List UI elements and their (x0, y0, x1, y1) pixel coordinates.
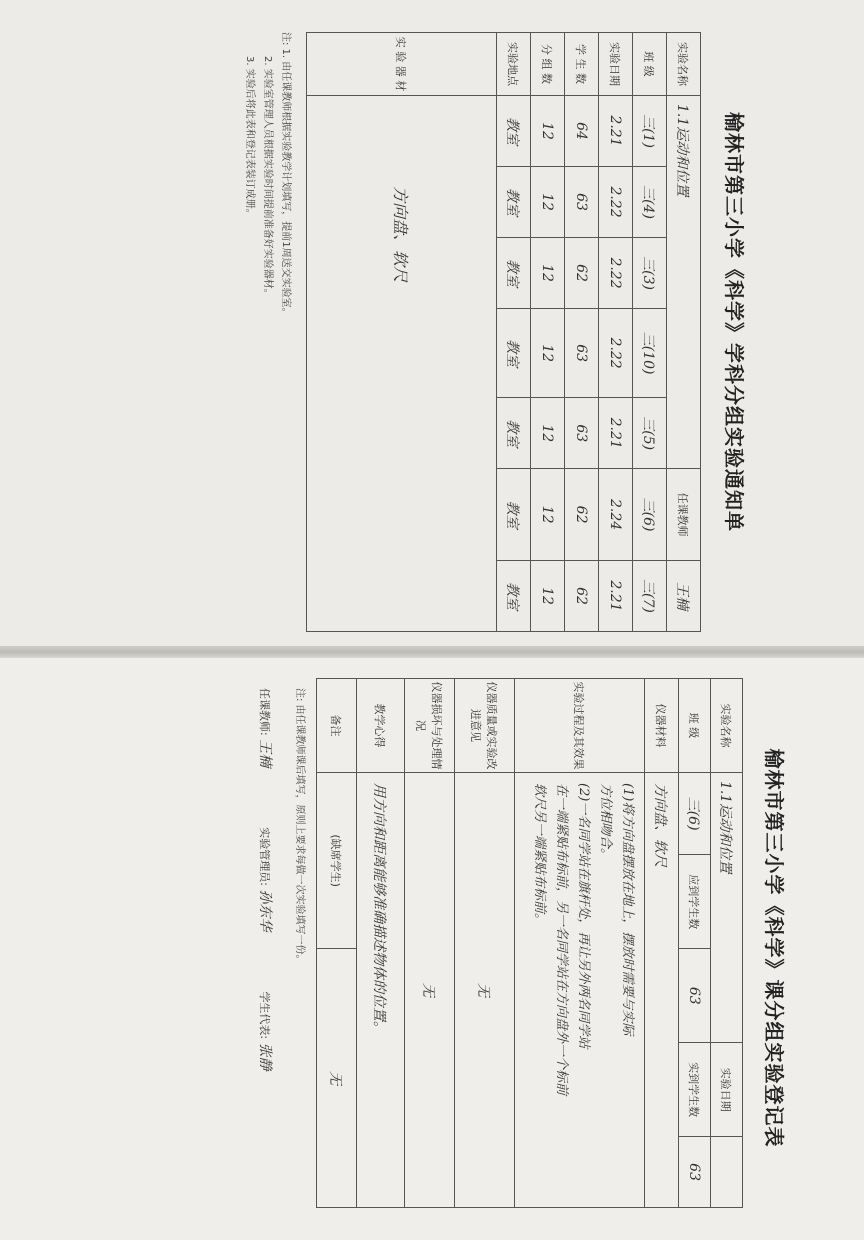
students-cell: 64 (573, 122, 590, 140)
students-cell: 62 (573, 264, 590, 282)
reflection-value: 用方向和距离能够准确描述物体的位置。 (371, 782, 388, 1035)
place-cell: 教室 (504, 188, 521, 217)
notice-notes (240, 32, 294, 632)
place-cell: 教室 (504, 419, 521, 448)
row-class (633, 33, 667, 632)
rec-name-value: 1.1运动和位置 (717, 780, 734, 874)
exp-name-value: 1.1运动和位置 (674, 104, 691, 197)
students-cell: 62 (573, 505, 590, 524)
label-date: 实验日期 (599, 33, 633, 96)
row-groups (531, 33, 565, 632)
notice-title: 榆林市第三小学《科学》学科分组实验通知单 (722, 112, 746, 532)
label-damage: 仪器损坏与处理情况 (405, 679, 455, 773)
place-cell: 教室 (504, 339, 521, 368)
label-rec-name: 实验名称 (711, 679, 743, 773)
label-equip: 实 验 器 材 (394, 36, 408, 92)
label-absent: (缺席学生) (329, 834, 343, 887)
class-cell: 三(6) (640, 497, 657, 532)
note-1: 注: 1. 由任课教师根据实验教学计划填写，提前1周送交实验室。 (280, 32, 291, 318)
label-teacher: 任课教师 (667, 469, 701, 561)
students-cell: 63 (573, 193, 590, 211)
date-cell: 2.22 (607, 257, 624, 289)
record-title: 榆林市第三小学《科学》课分组实验登记表 (762, 748, 786, 1148)
groups-cell: 12 (539, 424, 556, 443)
date-cell: 2.21 (607, 417, 624, 449)
label-reflection: 教学心得 (357, 679, 405, 773)
student-sig-label: 学生代表: (258, 991, 271, 1040)
process-line: 方位相吻合。 (598, 782, 613, 861)
groups-cell: 12 (539, 587, 556, 605)
page-fold (0, 646, 864, 658)
note-3: 3. 实验后将此表和登记表装订成册。 (244, 56, 255, 219)
label-process: 实验过程及其效果 (515, 679, 645, 773)
class-cell: 三(1) (640, 114, 657, 148)
class-cell: 三(5) (640, 416, 657, 451)
should-value: 63 (686, 986, 703, 1005)
date-cell: 2.21 (607, 115, 624, 147)
date-cell: 2.22 (607, 186, 624, 218)
date-cell: 2.21 (607, 580, 624, 612)
label-rec-equip: 仪器材料 (645, 679, 679, 773)
place-cell: 教室 (504, 581, 521, 610)
label-improve: 仪器质量或实验改进意见 (455, 679, 515, 773)
row-date (599, 33, 633, 632)
students-cell: 63 (573, 344, 590, 363)
process-line: 软尺另一端紧贴布标前。 (532, 782, 547, 926)
groups-cell: 12 (539, 505, 556, 524)
row-students (565, 33, 599, 632)
teacher-signature: 王楠 (257, 739, 273, 768)
label-groups: 分 组 数 (531, 33, 565, 96)
admin-signature: 孙东华 (257, 889, 273, 932)
groups-cell: 12 (539, 193, 556, 211)
row-place (497, 33, 531, 632)
notice-page (70, 12, 760, 632)
rec-class-value: 三(6) (685, 796, 702, 831)
process-line: (2)一名同学站在旗杆处，再让另外两名同学站 (576, 782, 591, 1049)
damage-value: 无 (420, 982, 437, 997)
process-line: (1)将方向盘摆放在地上，摆放时需要与实际 (620, 782, 635, 1036)
class-cell: 三(10) (640, 331, 657, 375)
label-students: 学 生 数 (565, 33, 599, 96)
notice-table (306, 32, 701, 632)
improve-value: 无 (475, 982, 492, 997)
groups-cell: 12 (539, 344, 556, 363)
class-cell: 三(3) (640, 256, 657, 290)
actual-value: 63 (686, 1163, 703, 1181)
student-signature: 张静 (257, 1042, 273, 1071)
class-cell: 三(4) (640, 185, 657, 219)
students-cell: 62 (573, 587, 590, 605)
rec-equip-value: 方向盘、软尺 (652, 782, 669, 867)
label-remark: 备注 (317, 679, 357, 773)
label-should: 应到学生数 (679, 855, 711, 949)
groups-cell: 12 (539, 122, 556, 140)
label-rec-class: 班 级 (679, 679, 711, 773)
groups-cell: 12 (539, 264, 556, 282)
equipment-value: 方向盘、软尺 (391, 186, 410, 283)
label-rec-date: 实验日期 (711, 1043, 743, 1137)
remark-value: 无 (327, 1071, 344, 1086)
place-cell: 教室 (504, 500, 521, 529)
signature-row (256, 688, 276, 1218)
label-class: 班 级 (633, 33, 667, 96)
row-equipment (307, 33, 497, 632)
label-place: 实验地点 (497, 33, 531, 96)
students-cell: 63 (573, 424, 590, 443)
label-exp-name: 实验名称 (667, 33, 701, 96)
class-cell: 三(7) (640, 579, 657, 613)
label-actual: 实到学生数 (679, 1043, 711, 1137)
record-table (316, 678, 743, 1208)
date-cell: 2.22 (607, 337, 624, 369)
admin-sig-label: 实验管理员: (258, 827, 271, 886)
record-page (100, 678, 800, 1218)
process-line: 在一端紧贴布标前，另一名同学站在方向盘外一个标前 (554, 782, 569, 1095)
teacher-sig-label: 任课教师: (258, 688, 271, 736)
record-footer-note: 注: 由任课教师课后填写，原则上要求每做一次实验填写一份。 (294, 688, 305, 965)
teacher-value: 王楠 (674, 581, 691, 610)
place-cell: 教室 (504, 259, 521, 288)
note-2: 2. 实验室管理人员根据实验时间提前准备好实验器材。 (262, 56, 273, 299)
place-cell: 教室 (504, 117, 521, 145)
date-cell: 2.24 (607, 499, 624, 531)
